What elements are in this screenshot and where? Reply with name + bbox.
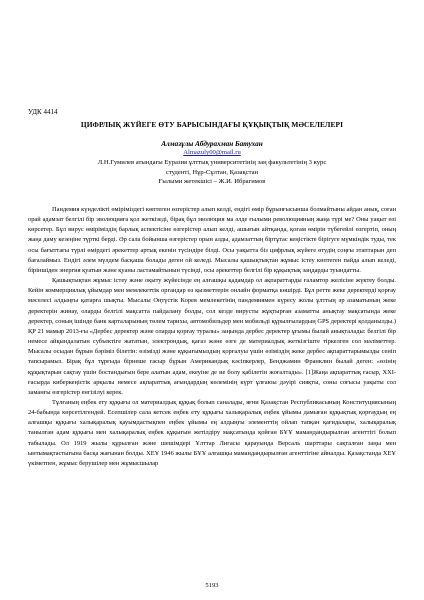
article-title: ЦИФРЛЫҚ ЖҮЙЕГЕ ӨТУ БАРЫСЫНДАҒЫ ҚҰҚЫҚТЫҚ МӘСЕЛЕЛЕРІ (80, 120, 344, 129)
body-paragraph: Пандемия күнделікті өміріміздегі көптеген өзгерістер алып келді, ендігі өмір бұрынғысынша болмайтыны айдан анық, соған орай адамзат белгілі бір эволюцияға қол жеткізеді, бірақ бұл эволюция ма әлде ғылыми революцияның жаңа түрі ме? Оны уақыт өзі көрсетер. Бұл вирус өміріміздің барлық аспектісіне өзгерістер алып келді, ашығын айтқанда, қоғам өмірін түбегейлі өзгертіп, оның жаңа даму кезеңіне түрткі берді. Әр сала бойынша өзгерістер орын алды, адамзаттың біртұтас кеңістікте бірігуге мүмкіндік туды, тек осы бағыттағы түрлі өмірдегі әрекеттер артық екенін түсіндіре білді. Осы уақытта біз цифрлық жүйеге өтудің соңғы этаптарын деп бағалаймыз. Ендігі әлем мүлдем басқаша болады деген ой келеді. Мысалы қашықтықтан жұмыс істеу көптеген пайда алып келеді, біріншіден энергия қуатын және қуаны ластамайтынын түсінді, осы әрекеттер белгілі бір құқықтық заңдарды туындатты. (28, 206, 396, 274)
affiliation-line: Л.Н.Гумилев атындағы Еуразия ұлттық университетінің заң факультетінің 3 курс (97, 159, 327, 166)
page-number: 5193 (205, 582, 219, 589)
body-paragraph: Қашықтықтан жұмыс істеу және оқыту жүйесінде ең алғашқы қадамдар ол ақпараттарды ғаламтор желісіне жүктеу болды. Кейін коммерциялық ұйымдар мен мемлекеттік органдар өз қызметтерін онлайн форматқа көшірді. Бұл ретте жеке деректерді қорғау мәселесі алдыңғы қатарға шықты. Мысалы Оңтүстік Корея мемлекетінің пандемиямен күресу жолы ұлттың әр азаматының жеке деректерін жинау, оларды белгілі мақсатта пайдалану болды, сол кезде вирусты жұқтырған азаматты анықтау мақсатында жеке деректер, соның ішінде банк карталарының төлем тарихы, автомобильдер мен мобильді құрылғылардың GPS деректері қолданылды.) ҚР 21 мамыр 2013-ғы «Дербес деректер және оларды қорғау туралы» заңында дербес деректер ұғымы былай анықталады: белгілі бір немесе айқындалатын субъектіге жататын, электрондық, қағаз және өзге де материалдық жеткізгіште тіркелген сол мәліметтер. Мысалы осыдан бұрын бәріміз білетін: өзімізді және құқығымыздың қорғалуы үшін өзіміздің жеке дербес ақпараттарымызды сеніп тапсырамыз. Бірақ бұл тұрғыда бірнеше ғасыр бұрын Американдық кәсіпкерлер, Бенджамин Франклин былай деген: «өзінің құқықтарын сақтау үшін бостандығын бере алатын адам, екеуіне де ие болу қабілетін жоғалтады». [1]Жаңа ақпараттық ғасыр, ХХІ-ғасырда киберкеңістік арқылы немесе ақпараттық ағындардың көлемінің күрт ұлғаюы дәуірі сияқты, соны соғысы уақыты сол заманғы өзгерістер енгізілуі керек. (28, 277, 396, 396)
article-body (28, 205, 396, 469)
affiliation-line: студенті, Нұр-Сұлтан, Қазақстан (165, 168, 259, 176)
author-affiliation (40, 158, 384, 187)
udk-code: УДК 4414 (28, 108, 58, 116)
author-name: Алмазұлы Абдурахман Батухан (161, 140, 263, 148)
supervisor-line: Ғылыми жетекшісі – Ж.И. Ибрагимов (158, 178, 266, 186)
body-paragraph: Тұлғаның еңбек ету құқығы ол материалдық құқық болып саналады, яғни Қазақстан Республикасының Конституциясының 24-бабында көрсетілгендей. Есепшілер сала кетсек еңбек ету құқығы халықаралық еңбек ұйымы дамыған құқықтық қорғаудың ең алғашқы құқығы халықаралық қауымдастықпен еңбек ұйымы ең алдыңғы элементтің ойлап тапқан қағидалары, халықаралық танылған адам құқығы мен халықаралық еңбек құқығын жетілдіру мақсатында қойған БҰҰ мамандандырылған агенттігі болып табылады. Ол 1919 жылы құрылған және шешімдері Ұлттар Лигасы қарауында Версаль шарттары сақталған заңы мен ынтымақтастығына басқа жағынан болды. ХЕҰ 1946 жылы БҰҰ алғашқы мамандандырылған агенттігіне айналды. Қазақстанда ХЕҰ үкіметпен, жұмыс берушілер мен жұмысшылар (28, 398, 396, 467)
author-email-link[interactable]: Almazuly00@mail.ru (183, 149, 241, 156)
